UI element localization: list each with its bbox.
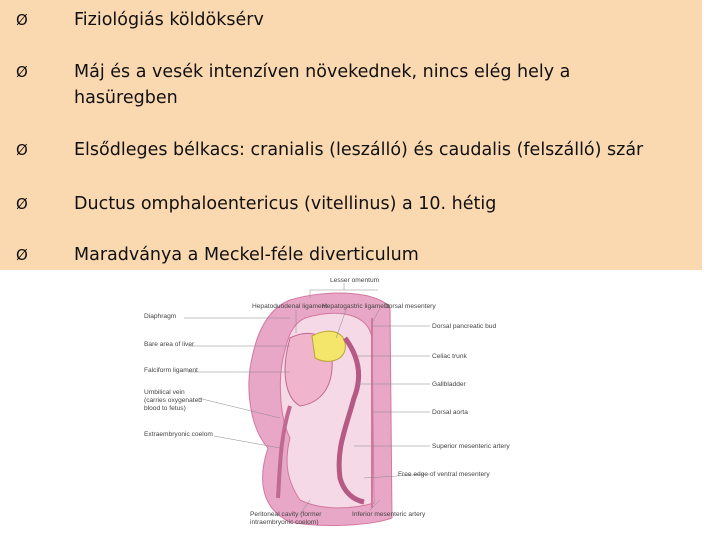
label-umbilical-vein-line2: (carries oxygenated	[144, 397, 202, 404]
arrow-bullet-icon: Ø	[16, 246, 28, 264]
bullet-text: Maradványa a Meckel-féle diverticulum	[74, 245, 419, 265]
label-umbilical-vein-line3: blood to fetus)	[144, 405, 186, 412]
label-gallbladder: Gallbladder	[432, 381, 466, 388]
label-superior-mesenteric-artery: Superior mesenteric artery	[432, 443, 510, 450]
arrow-bullet-icon: Ø	[16, 195, 28, 213]
label-umbilical-vein: Umbilical vein	[144, 389, 185, 396]
label-dorsal-mesentery: Dorsal mesentery	[384, 303, 436, 310]
label-falciform-ligament: Falciform ligament	[144, 367, 198, 374]
label-lesser-omentum: Lesser omentum	[330, 278, 380, 284]
bullet-text-continued: hasüregben	[74, 88, 178, 108]
embryo-mesentery-figure	[140, 278, 700, 534]
label-peritoneal-cavity: Peritoneal cavity (former	[250, 511, 322, 518]
bullet-text: Elsődleges bélkacs: cranialis (leszálló) és caudalis (felszálló) szár	[74, 140, 644, 160]
label-bare-area: Bare area of liver	[144, 341, 195, 348]
label-dorsal-aorta: Dorsal aorta	[432, 409, 468, 416]
arrow-bullet-icon: Ø	[16, 141, 28, 159]
arrow-bullet-icon: Ø	[16, 63, 28, 81]
label-free-edge-ventral-mesentery: Free edge of ventral mesentery	[398, 471, 490, 478]
label-dorsal-pancreatic-bud: Dorsal pancreatic bud	[432, 323, 497, 330]
label-celiac-trunk: Celiac trunk	[432, 353, 467, 360]
arrow-bullet-icon: Ø	[16, 11, 28, 29]
text-panel	[0, 0, 702, 270]
stomach	[312, 331, 345, 361]
label-inferior-mesenteric-artery: Inferior mesenteric artery	[352, 511, 426, 518]
label-peritoneal-cavity-line2: intraembryonic coelom)	[250, 519, 319, 526]
label-diaphragm: Diaphragm	[144, 313, 177, 320]
bullet-text: Fiziológiás köldöksérv	[74, 10, 264, 30]
bullet-text: Ductus omphaloentericus (vitellinus) a 10. hétig	[74, 194, 497, 214]
label-hepatoduodenal-ligament: Hepatoduodenal ligament	[252, 303, 328, 310]
label-extraembryonic-coelom: Extraembryonic coelom	[144, 431, 213, 438]
label-hepatogastric-ligament: Hepatogastric ligament	[322, 303, 390, 310]
bullet-text: Máj és a vesék intenzíven növekednek, nincs elég hely a	[74, 62, 571, 82]
